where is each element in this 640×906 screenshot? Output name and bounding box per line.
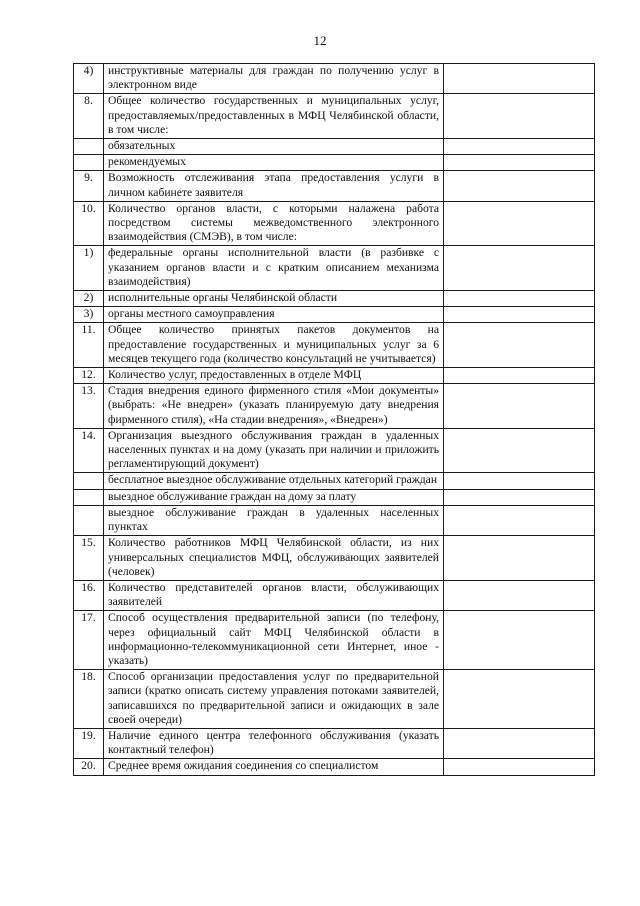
row-value-cell[interactable] (444, 246, 595, 291)
row-value-cell[interactable] (444, 94, 595, 139)
table-row (74, 94, 595, 139)
table-row (74, 505, 595, 535)
table-row (74, 64, 595, 94)
table-row (74, 291, 595, 307)
table-row (74, 171, 595, 201)
table-row (74, 201, 595, 246)
table-row (74, 384, 595, 429)
row-value-cell[interactable] (444, 155, 595, 171)
table-row (74, 139, 595, 155)
page-number: 12 (313, 33, 327, 48)
form-table (73, 63, 595, 776)
row-value-cell[interactable] (444, 536, 595, 581)
table-row (74, 473, 595, 489)
row-number: 16. (74, 580, 104, 610)
row-number: 20. (74, 759, 104, 775)
row-value-cell[interactable] (444, 368, 595, 384)
row-number: 3) (74, 307, 104, 323)
row-description: выездное обслуживание граждан на дому за плату (104, 489, 444, 505)
row-value-cell[interactable] (444, 291, 595, 307)
row-value-cell[interactable] (444, 64, 595, 94)
table-row (74, 368, 595, 384)
row-description: исполнительные органы Челябинской области (104, 291, 444, 307)
row-number: 12. (74, 368, 104, 384)
row-value-cell[interactable] (444, 139, 595, 155)
table-row (74, 580, 595, 610)
table-row (74, 323, 595, 368)
row-description: инструктивные материалы для граждан по получению услуг в электронном виде (104, 64, 444, 94)
row-description: Организация выездного обслуживания граждан в удаленных населенных пунктах и на дому (указать при наличии и приложить регламентирующий документ) (104, 428, 444, 473)
row-value-cell[interactable] (444, 580, 595, 610)
row-value-cell[interactable] (444, 171, 595, 201)
row-number: 11. (74, 323, 104, 368)
row-value-cell[interactable] (444, 201, 595, 246)
row-value-cell[interactable] (444, 611, 595, 670)
table-row (74, 611, 595, 670)
row-description: Количество представителей органов власти, обслуживающих заявителей (104, 580, 444, 610)
row-value-cell[interactable] (444, 384, 595, 429)
table-row (74, 246, 595, 291)
row-value-cell[interactable] (444, 489, 595, 505)
row-number: 9. (74, 171, 104, 201)
row-description: обязательных (104, 139, 444, 155)
row-description: Наличие единого центра телефонного обслуживания (указать контактный телефон) (104, 728, 444, 758)
row-number: 8. (74, 94, 104, 139)
row-number: 14. (74, 428, 104, 473)
row-value-cell[interactable] (444, 428, 595, 473)
row-value-cell[interactable] (444, 307, 595, 323)
row-value-cell[interactable] (444, 505, 595, 535)
row-number: 4) (74, 64, 104, 94)
row-description: Количество услуг, предоставленных в отделе МФЦ (104, 368, 444, 384)
row-value-cell[interactable] (444, 728, 595, 758)
row-number (74, 473, 104, 489)
row-description: Способ организации предоставления услуг по предварительной записи (кратко описать систему управления потоками заявителей, записавшихся по предварительной записи и ожидающих в зале своей очереди) (104, 670, 444, 729)
row-description: Способ осуществления предварительной записи (по телефону, через официальный сайт МФЦ Челябинской области в информационно-телекоммуникационной сети Интернет, иное - указать) (104, 611, 444, 670)
table-row (74, 155, 595, 171)
row-number (74, 489, 104, 505)
row-description: Общее количество принятых пакетов документов на предоставление государственных и муниципальных услуг за 6 месяцев текущего года (количество консультаций не учитывается) (104, 323, 444, 368)
row-description: Общее количество государственных и муниципальных услуг, предоставляемых/предоставленных в МФЦ Челябинской области, в том числе: (104, 94, 444, 139)
row-description: органы местного самоуправления (104, 307, 444, 323)
row-description: федеральные органы исполнительной власти (в разбивке с указанием органов власти и с кратким описанием механизма взаимодействия) (104, 246, 444, 291)
table-row (74, 307, 595, 323)
row-number (74, 139, 104, 155)
table-row (74, 759, 595, 775)
row-number: 18. (74, 670, 104, 729)
row-number: 1) (74, 246, 104, 291)
row-description: Количество работников МФЦ Челябинской области, из них универсальных специалистов МФЦ, обслуживающих заявителей (человек) (104, 536, 444, 581)
row-description: рекомендуемых (104, 155, 444, 171)
row-description: Стадия внедрения единого фирменного стиля «Мои документы» (выбрать: «Не внедрен» (указать планируемую дату внедрения фирменного стиля), «На стадии внедрения», «Внедрен») (104, 384, 444, 429)
row-number: 13. (74, 384, 104, 429)
table-row (74, 428, 595, 473)
row-value-cell[interactable] (444, 670, 595, 729)
row-number: 15. (74, 536, 104, 581)
row-description: бесплатное выездное обслуживание отдельных категорий граждан (104, 473, 444, 489)
table-row (74, 489, 595, 505)
table-row (74, 670, 595, 729)
form-table-body (74, 64, 595, 776)
row-description: Количество органов власти, с которыми налажена работа посредством системы межведомственного электронного взаимодействия (СМЭВ), в том числе: (104, 201, 444, 246)
row-value-cell[interactable] (444, 759, 595, 775)
row-number: 2) (74, 291, 104, 307)
row-value-cell[interactable] (444, 473, 595, 489)
row-description: выездное обслуживание граждан в удаленных населенных пунктах (104, 505, 444, 535)
row-value-cell[interactable] (444, 323, 595, 368)
row-description: Возможность отслеживания этапа предоставления услуги в личном кабинете заявителя (104, 171, 444, 201)
table-row (74, 728, 595, 758)
row-description: Среднее время ожидания соединения со специалистом (104, 759, 444, 775)
row-number: 10. (74, 201, 104, 246)
row-number: 17. (74, 611, 104, 670)
row-number: 19. (74, 728, 104, 758)
row-number (74, 505, 104, 535)
table-row (74, 536, 595, 581)
row-number (74, 155, 104, 171)
